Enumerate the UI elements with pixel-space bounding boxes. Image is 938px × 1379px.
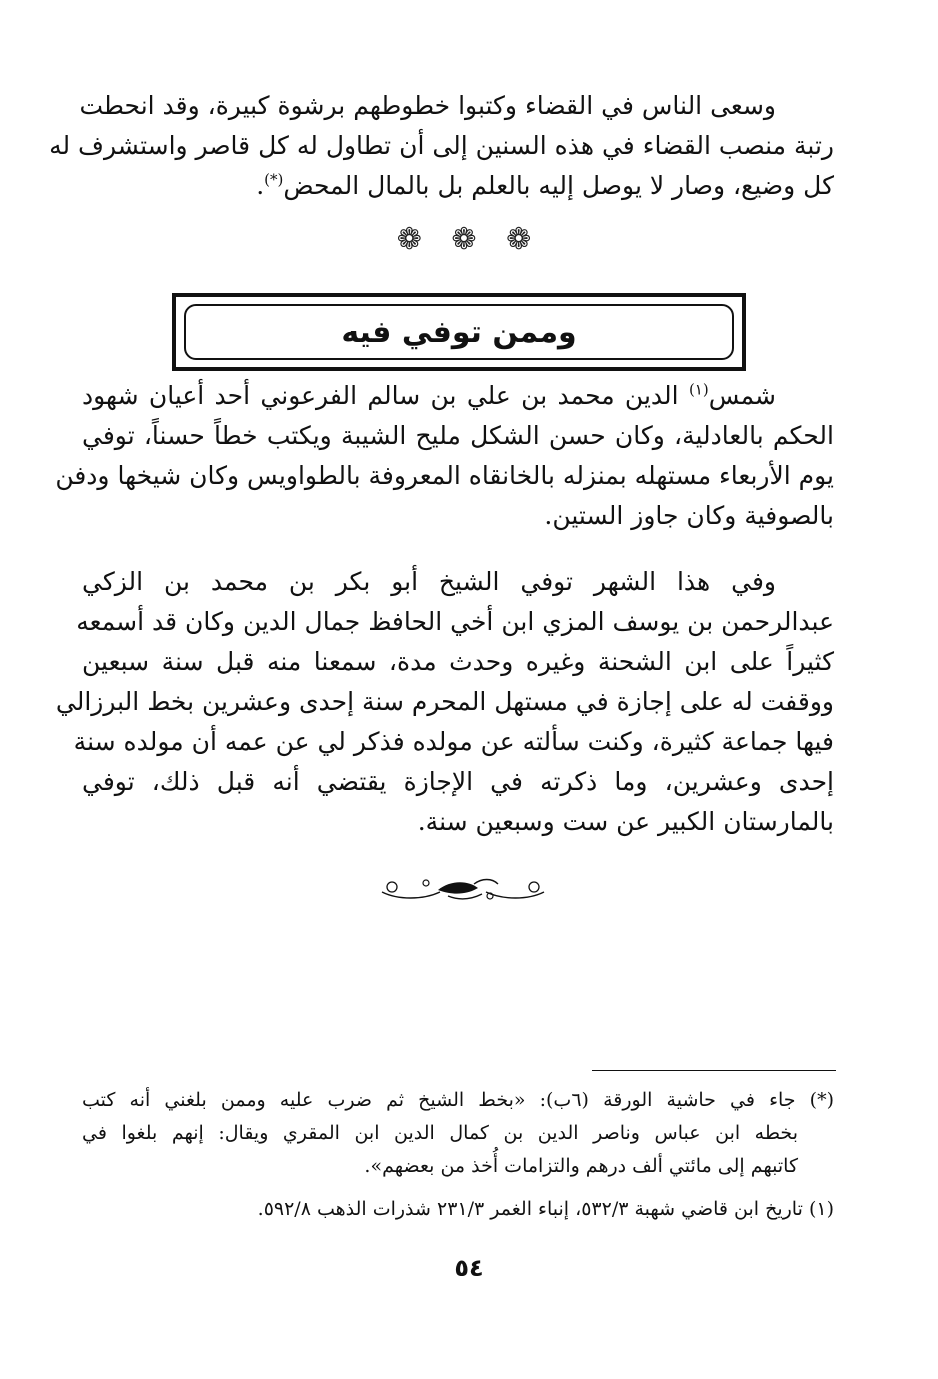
footnotes <box>82 1084 834 1226</box>
paragraph-1-line-3 <box>82 166 834 206</box>
footnote-1-line-1 <box>82 1193 834 1226</box>
footnote-star-marker: (*) <box>809 1089 834 1111</box>
paragraph-3-line-7: بالمارستان الكبير عن ست وسبعين سنة. <box>417 807 834 836</box>
paragraph-2-line-2: الحكم بالعادلية، وكان حسن الشكل مليح الشيبة ويكتب خطاً حسناً، توفي <box>82 421 835 450</box>
paragraph-2-line-1-text: الدين محمد بن علي بن سالم الفرعوني أحد أعيان شهود <box>82 381 679 410</box>
paragraph-3 <box>55 562 835 842</box>
footnote-star-line-1 <box>82 1084 834 1117</box>
footnote-ref-1: (١) <box>688 380 709 399</box>
section-separator-ornament: ❁ ❁ ❁ <box>396 222 542 257</box>
paragraph-3-line-4: ووقفت له على إجازة في مستهل المحرم سنة إحدى وعشرين بخط البرزالي <box>55 687 834 716</box>
paragraph-2-line-4: بالصوفية وكان جاوز الستين. <box>544 501 834 530</box>
footnote-ref-star: (*) <box>264 170 284 189</box>
paragraph-3-line-2: عبدالرحمن بن يوسف المزي ابن أخي الحافظ جمال الدين وكان قد أسمعه <box>76 607 834 636</box>
paragraph-1-line-3-text: كل وضيع، وصار لا يوصل إليه بالعلم بل بالمال المحض <box>283 171 834 200</box>
paragraph-2-first-word: شمس <box>708 381 776 410</box>
paragraph-1-line-1: وسعى الناس في القضاء وكتبوا خطوطهم برشوة كبيرة، وقد انحطت <box>79 91 776 120</box>
end-flourish-ornament <box>378 870 548 910</box>
section-heading-title: وممن توفي فيه <box>341 314 577 350</box>
footnote-star-line-3: كاتبهم إلى مائتي ألف درهم والتزامات أُخذ من بعضهم». <box>364 1155 798 1177</box>
paragraph-3-line-6: إحدى وعشرين، وما ذكرته في الإجازة يقتضي أنه قبل ذلك، توفي <box>82 767 835 796</box>
section-heading-inner-frame <box>184 304 734 360</box>
paragraph-3-line-5: فيها جماعة كثيرة، وكنت سألته عن مولده فذكر لي عن عمه أن مولده سنة <box>73 727 834 756</box>
footnote-star-line-2: بخطه ابن عباس وناصر الدين بن كمال الدين ابن المقري ويقال: إنهم بلغوا في <box>82 1122 798 1144</box>
footnote-1-line-1-text: تاريخ ابن قاضي شهبة ٥٣٢/٣، إنباء الغمر ٢٣١/٣ شذرات الذهب ٥٩٢/٨. <box>257 1198 803 1220</box>
footnote-star-line-1-text: جاء في حاشية الورقة (٦ب): «بخط الشيخ ثم ضرب عليه وممن بلغني أنه كتب <box>82 1089 796 1111</box>
paragraph-3-line-1: وفي هذا الشهر توفي الشيخ أبو بكر بن محمد بن الزكي <box>82 567 776 596</box>
paragraph-2-line-3: يوم الأربعاء مستهله بمنزله بالخانقاه المعروفة بالطواويس وكان شيخها ودفن <box>55 461 834 490</box>
paragraph-1-line-2: رتبة منصب القضاء في هذه السنين إلى أن تطاول له كل قاصر واستشرف له <box>49 131 834 160</box>
paragraph-1 <box>49 86 834 206</box>
paragraph-3-line-3: كثيراً على ابن الشحنة وغيره وحدث مدة، سمعنا منه قبل سنة سبعين <box>82 647 834 676</box>
footnote-separator-rule <box>592 1070 836 1071</box>
page-number: ٥٤ <box>454 1254 484 1282</box>
footnote-gap <box>82 1183 834 1193</box>
paragraph-1-end-period: . <box>256 171 265 200</box>
paragraph-2-line-1 <box>82 376 834 416</box>
section-heading-frame <box>172 293 746 371</box>
footnote-1-marker: (١) <box>808 1198 834 1220</box>
paragraph-2 <box>55 376 835 536</box>
